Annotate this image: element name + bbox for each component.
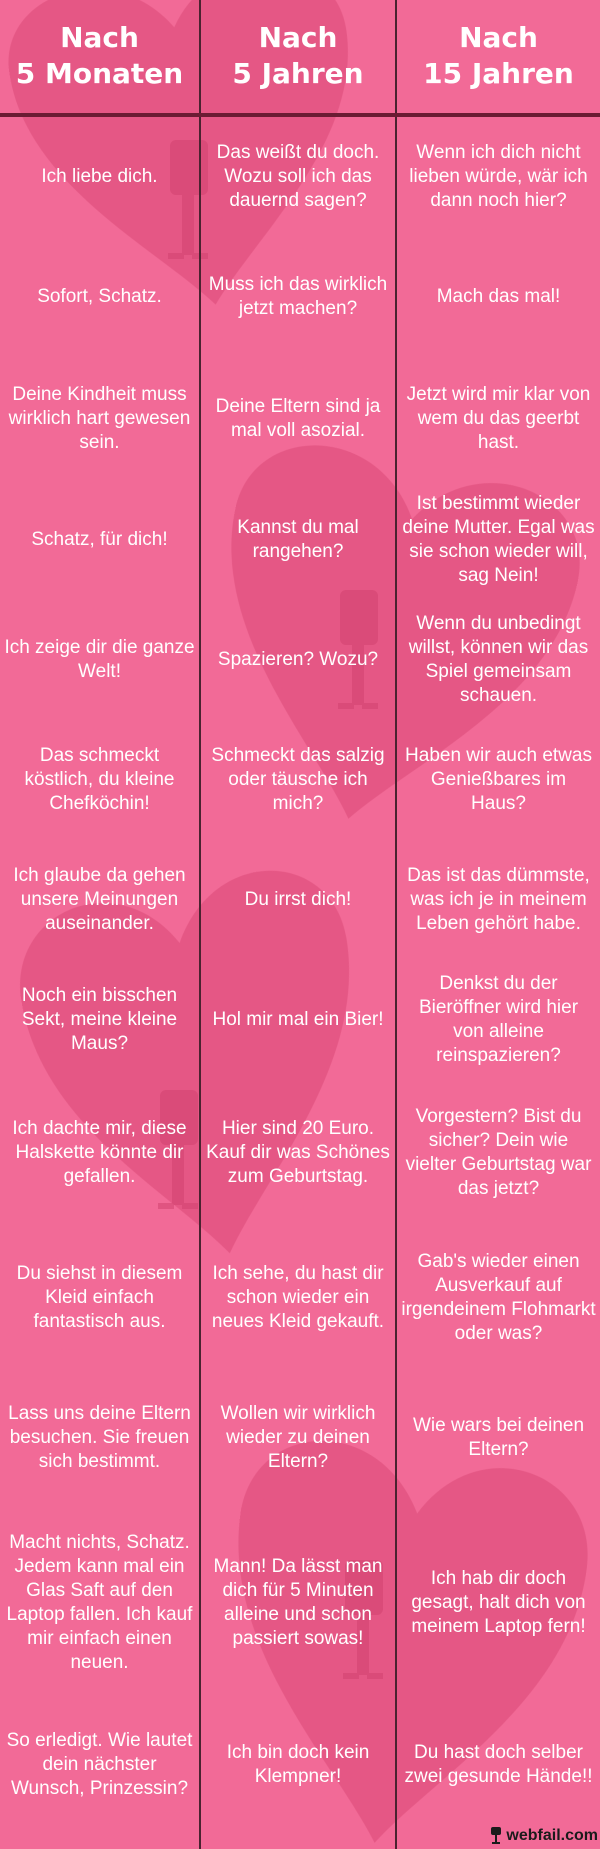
cell-5-jahre: Wollen wir wirklich wieder zu deinen Eltern? <box>220 1402 376 1472</box>
cell-15-jahre: Wenn ich dich nicht lieben würde, wär ich dann noch hier? <box>409 142 588 211</box>
table-row <box>0 480 600 600</box>
table-row <box>0 117 600 237</box>
cell-5-monate: Macht nichts, Schatz. Jedem kann mal ein Glas Saft auf den Laptop fallen. Ich kauf mir einfach einen neuen. <box>6 1531 193 1673</box>
table-row <box>0 1080 600 1225</box>
table-row <box>0 960 600 1080</box>
cell-5-monate: Das schmeckt köstlich, du kleine Chefköchin! <box>24 745 175 814</box>
column-header-line1: Nach <box>258 21 338 54</box>
table-row <box>0 357 600 480</box>
table-row <box>0 1370 600 1505</box>
cell-15-jahre: Denkst du der Bieröffner wird hier von alleine reinspazieren? <box>418 973 579 1066</box>
table-row <box>0 1700 600 1830</box>
mascot-icon <box>489 1827 503 1845</box>
column-header-line1: Nach <box>459 21 538 54</box>
table-row <box>0 720 600 840</box>
cell-5-jahre: Hier sind 20 Euro. Kauf dir was Schönes zum Geburtstag. <box>206 1117 390 1187</box>
cell-5-monate: Ich liebe dich. <box>41 166 158 187</box>
cell-5-jahre: Kannst du mal rangehen? <box>237 517 359 562</box>
cell-5-jahre: Das weißt du doch. Wozu soll ich das dauernd sagen? <box>216 142 380 211</box>
logo-text: webfail.com <box>506 1827 598 1844</box>
cell-5-jahre: Ich bin doch kein Klempner! <box>226 1742 370 1787</box>
cell-15-jahre: Mach das mal! <box>436 286 561 307</box>
cell-15-jahre: Ich hab dir doch gesagt, halt dich von meinem Laptop fern! <box>411 1567 586 1637</box>
webfail-logo[interactable] <box>489 1827 598 1845</box>
column-header-5-jahre <box>201 0 395 112</box>
cell-5-jahre: Muss ich das wirklich jetzt machen? <box>208 274 388 319</box>
cell-5-monate: Du siehst in diesem Kleid einfach fantastisch aus. <box>16 1262 183 1332</box>
cell-5-monate: Lass uns deine Eltern besuchen. Sie freuen sich bestimmt. <box>8 1402 191 1472</box>
table-row <box>0 600 600 720</box>
cell-15-jahre: Wie wars bei deinen Eltern? <box>412 1414 585 1460</box>
cell-15-jahre: Gab's wieder einen Ausverkauf auf irgendeinem Flohmarkt oder was? <box>401 1250 596 1344</box>
cell-5-monate: Schatz, für dich! <box>31 529 168 550</box>
cell-5-monate: Ich glaube da gehen unsere Meinungen auseinander. <box>13 865 186 934</box>
cell-5-jahre: Mann! Da lässt man dich für 5 Minuten alleine und schon passiert sowas! <box>213 1555 383 1649</box>
cell-15-jahre: Haben wir auch etwas Genießbares im Haus? <box>405 745 592 814</box>
table-row <box>0 237 600 357</box>
cell-5-jahre: Ich sehe, du hast dir schon wieder ein neues Kleid gekauft. <box>211 1262 385 1332</box>
column-header-line2: 5 Jahren <box>232 57 364 90</box>
table-row <box>0 1225 600 1370</box>
cell-5-monate: So erledigt. Wie lautet dein nächster Wunsch, Prinzessin? <box>6 1730 193 1799</box>
comparison-table <box>0 117 600 1830</box>
column-header-15-jahre <box>397 0 600 112</box>
column-header-line1: Nach <box>60 21 139 54</box>
table-row <box>0 1505 600 1700</box>
cell-15-jahre: Ist bestimmt wieder deine Mutter. Egal was sie schon wieder will, sag Nein! <box>402 493 595 586</box>
cell-15-jahre: Das ist das dümmste, was ich je in meinem Leben gehört habe. <box>407 865 590 934</box>
cell-15-jahre: Vorgestern? Bist du sicher? Dein wie vielter Geburtstag war das jetzt? <box>405 1105 592 1199</box>
cell-5-monate: Deine Kindheit muss wirklich hart gewesen sein. <box>8 383 191 453</box>
cell-15-jahre: Du hast doch selber zwei gesunde Hände!! <box>404 1742 593 1787</box>
cell-5-jahre: Spazieren? Wozu? <box>217 649 379 670</box>
cell-5-jahre: Hol mir mal ein Bier! <box>212 1009 384 1030</box>
cell-15-jahre: Jetzt wird mir klar von wem du das geerbt hast. <box>406 383 591 453</box>
cell-5-jahre: Deine Eltern sind ja mal voll asozial. <box>215 395 381 441</box>
table-header <box>0 0 600 112</box>
cell-5-monate: Noch ein bisschen Sekt, meine kleine Maus? <box>21 985 178 1054</box>
cell-5-monate: Sofort, Schatz. <box>37 286 162 307</box>
column-header-line2: 15 Jahren <box>423 57 574 90</box>
table-row <box>0 840 600 960</box>
cell-5-monate: Ich zeige dir die ganze Welt! <box>4 637 195 682</box>
column-header-5-monate <box>0 0 199 112</box>
cell-5-jahre: Du irrst dich! <box>244 889 352 910</box>
cell-5-monate: Ich dachte mir, diese Halskette könnte dir gefallen. <box>12 1117 187 1187</box>
column-header-line2: 5 Monaten <box>15 57 184 90</box>
cell-5-jahre: Schmeckt das salzig oder täusche ich mich? <box>211 745 385 814</box>
cell-15-jahre: Wenn du unbedingt willst, können wir das Spiel gemeinsam schauen. <box>408 613 589 706</box>
